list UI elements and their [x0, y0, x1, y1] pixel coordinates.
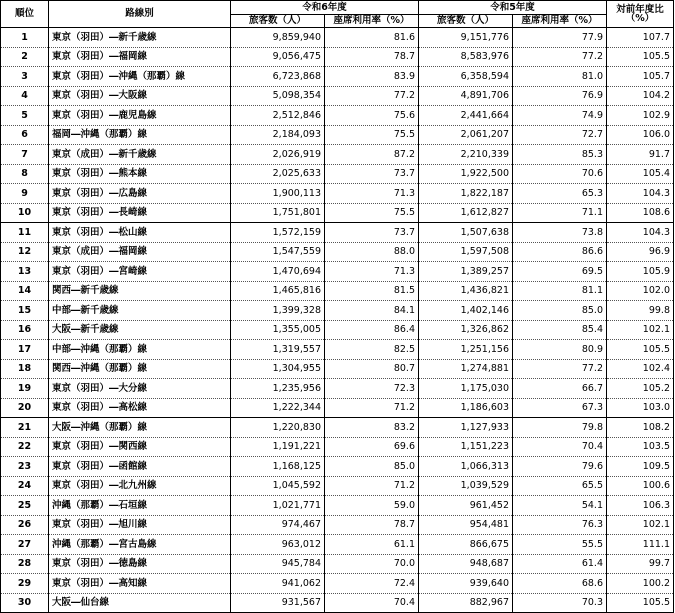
- cell-yoy: 105.5: [607, 47, 674, 67]
- table-header: [1, 1, 674, 28]
- cell-yoy: 102.0: [607, 281, 674, 301]
- cell-rank: 8: [1, 164, 49, 184]
- cell-r5-passengers: 1,507,638: [419, 223, 513, 243]
- cell-route: 東京（羽田）―函館線: [49, 457, 231, 477]
- table-row: [1, 47, 674, 67]
- table-row: [1, 106, 674, 126]
- cell-r5-load-factor: 70.4: [513, 437, 607, 457]
- cell-rank: 26: [1, 515, 49, 535]
- cell-r6-passengers: 1,547,559: [231, 242, 325, 262]
- cell-rank: 5: [1, 106, 49, 126]
- cell-r6-passengers: 1,235,956: [231, 379, 325, 399]
- table-row: [1, 437, 674, 457]
- cell-rank: 19: [1, 379, 49, 399]
- cell-r6-load-factor: 75.5: [325, 125, 419, 145]
- table-row: [1, 535, 674, 555]
- cell-rank: 16: [1, 320, 49, 340]
- cell-r5-passengers: 1,597,508: [419, 242, 513, 262]
- table-row: [1, 320, 674, 340]
- cell-r5-passengers: 1,326,862: [419, 320, 513, 340]
- cell-r6-load-factor: 88.0: [325, 242, 419, 262]
- cell-r6-passengers: 963,012: [231, 535, 325, 555]
- cell-r5-passengers: 4,891,706: [419, 86, 513, 106]
- cell-r5-load-factor: 86.6: [513, 242, 607, 262]
- cell-rank: 14: [1, 281, 49, 301]
- cell-r6-passengers: 1,470,694: [231, 262, 325, 282]
- cell-rank: 3: [1, 67, 49, 87]
- cell-yoy: 108.6: [607, 203, 674, 223]
- cell-yoy: 111.1: [607, 535, 674, 555]
- cell-route: 東京（羽田）―福岡線: [49, 47, 231, 67]
- cell-rank: 12: [1, 242, 49, 262]
- cell-r6-load-factor: 81.5: [325, 281, 419, 301]
- cell-r5-passengers: 1,274,881: [419, 359, 513, 379]
- cell-r5-passengers: 1,922,500: [419, 164, 513, 184]
- cell-yoy: 107.7: [607, 28, 674, 48]
- cell-rank: 13: [1, 262, 49, 282]
- cell-r5-load-factor: 54.1: [513, 496, 607, 516]
- cell-rank: 15: [1, 301, 49, 321]
- cell-r6-load-factor: 73.7: [325, 164, 419, 184]
- cell-r6-load-factor: 73.7: [325, 223, 419, 243]
- table-row: [1, 574, 674, 594]
- cell-r6-passengers: 945,784: [231, 554, 325, 574]
- cell-yoy: 102.4: [607, 359, 674, 379]
- cell-r5-load-factor: 69.5: [513, 262, 607, 282]
- cell-r6-passengers: 2,025,633: [231, 164, 325, 184]
- cell-r5-load-factor: 76.9: [513, 86, 607, 106]
- table-row: [1, 476, 674, 496]
- table-row: [1, 359, 674, 379]
- cell-r5-load-factor: 77.2: [513, 47, 607, 67]
- header-r6: 令和6年度: [231, 1, 419, 15]
- cell-r6-passengers: 6,723,868: [231, 67, 325, 87]
- cell-r5-load-factor: 79.8: [513, 418, 607, 438]
- cell-r5-load-factor: 55.5: [513, 535, 607, 555]
- cell-r6-load-factor: 84.1: [325, 301, 419, 321]
- header-r5-load-factor: 座席利用率（%）: [513, 14, 607, 28]
- cell-r6-passengers: 1,168,125: [231, 457, 325, 477]
- cell-r5-passengers: 1,151,223: [419, 437, 513, 457]
- table-row: [1, 515, 674, 535]
- cell-yoy: 102.1: [607, 515, 674, 535]
- cell-r6-load-factor: 80.7: [325, 359, 419, 379]
- cell-yoy: 105.9: [607, 262, 674, 282]
- cell-r6-passengers: 2,026,919: [231, 145, 325, 165]
- cell-r6-passengers: 1,751,801: [231, 203, 325, 223]
- cell-r6-load-factor: 69.6: [325, 437, 419, 457]
- cell-yoy: 105.4: [607, 164, 674, 184]
- cell-route: 中部―新千歳線: [49, 301, 231, 321]
- table-row: [1, 301, 674, 321]
- cell-r5-load-factor: 80.9: [513, 340, 607, 360]
- cell-yoy: 102.1: [607, 320, 674, 340]
- cell-rank: 23: [1, 457, 49, 477]
- cell-r5-passengers: 954,481: [419, 515, 513, 535]
- cell-r6-load-factor: 71.3: [325, 184, 419, 204]
- cell-yoy: 91.7: [607, 145, 674, 165]
- cell-yoy: 99.8: [607, 301, 674, 321]
- cell-r6-load-factor: 77.2: [325, 86, 419, 106]
- cell-route: 東京（羽田）―徳島線: [49, 554, 231, 574]
- cell-r6-passengers: 931,567: [231, 593, 325, 613]
- table-row: [1, 223, 674, 243]
- cell-r6-load-factor: 59.0: [325, 496, 419, 516]
- cell-r6-passengers: 1,191,221: [231, 437, 325, 457]
- cell-r6-passengers: 1,220,830: [231, 418, 325, 438]
- header-r5: 令和5年度: [419, 1, 607, 15]
- cell-yoy: 103.5: [607, 437, 674, 457]
- cell-r5-passengers: 1,175,030: [419, 379, 513, 399]
- cell-yoy: 104.3: [607, 223, 674, 243]
- cell-r6-passengers: 1,355,005: [231, 320, 325, 340]
- cell-rank: 20: [1, 398, 49, 418]
- cell-r5-passengers: 1,066,313: [419, 457, 513, 477]
- cell-rank: 21: [1, 418, 49, 438]
- cell-r6-load-factor: 72.4: [325, 574, 419, 594]
- cell-yoy: 108.2: [607, 418, 674, 438]
- cell-r6-passengers: 1,319,557: [231, 340, 325, 360]
- cell-r5-passengers: 1,039,529: [419, 476, 513, 496]
- cell-r6-load-factor: 87.2: [325, 145, 419, 165]
- cell-rank: 10: [1, 203, 49, 223]
- cell-r6-passengers: 974,467: [231, 515, 325, 535]
- cell-r6-load-factor: 83.2: [325, 418, 419, 438]
- header-yoy: [607, 1, 674, 28]
- cell-r5-load-factor: 65.3: [513, 184, 607, 204]
- cell-r5-load-factor: 72.7: [513, 125, 607, 145]
- cell-r5-passengers: 1,436,821: [419, 281, 513, 301]
- cell-r6-passengers: 9,056,475: [231, 47, 325, 67]
- cell-r5-passengers: 2,441,664: [419, 106, 513, 126]
- cell-r6-load-factor: 83.9: [325, 67, 419, 87]
- cell-r5-passengers: 9,151,776: [419, 28, 513, 48]
- cell-rank: 25: [1, 496, 49, 516]
- cell-yoy: 105.7: [607, 67, 674, 87]
- table-row: [1, 145, 674, 165]
- header-rank: 順位: [1, 1, 49, 28]
- cell-route: 沖縄（那覇）―石垣線: [49, 496, 231, 516]
- cell-r5-load-factor: 81.0: [513, 67, 607, 87]
- cell-yoy: 100.6: [607, 476, 674, 496]
- cell-r6-passengers: 1,465,816: [231, 281, 325, 301]
- cell-r5-load-factor: 61.4: [513, 554, 607, 574]
- cell-rank: 24: [1, 476, 49, 496]
- cell-r5-load-factor: 70.3: [513, 593, 607, 613]
- cell-r6-passengers: 2,184,093: [231, 125, 325, 145]
- table-row: [1, 496, 674, 516]
- cell-r6-passengers: 1,572,159: [231, 223, 325, 243]
- cell-r5-passengers: 882,967: [419, 593, 513, 613]
- cell-rank: 27: [1, 535, 49, 555]
- cell-r5-passengers: 6,358,594: [419, 67, 513, 87]
- cell-rank: 29: [1, 574, 49, 594]
- cell-route: 東京（羽田）―沖縄（那覇）線: [49, 67, 231, 87]
- cell-r5-passengers: 1,402,146: [419, 301, 513, 321]
- cell-r5-load-factor: 77.9: [513, 28, 607, 48]
- table-row: [1, 184, 674, 204]
- cell-yoy: 105.5: [607, 593, 674, 613]
- table-row: [1, 67, 674, 87]
- cell-r5-load-factor: 81.1: [513, 281, 607, 301]
- cell-r5-load-factor: 67.3: [513, 398, 607, 418]
- cell-yoy: 102.9: [607, 106, 674, 126]
- cell-route: 中部―沖縄（那覇）線: [49, 340, 231, 360]
- cell-route: 大阪―沖縄（那覇）線: [49, 418, 231, 438]
- cell-rank: 22: [1, 437, 49, 457]
- cell-r5-passengers: 1,186,603: [419, 398, 513, 418]
- cell-r5-load-factor: 79.6: [513, 457, 607, 477]
- cell-yoy: 103.0: [607, 398, 674, 418]
- cell-rank: 30: [1, 593, 49, 613]
- table-row: [1, 125, 674, 145]
- cell-route: 沖縄（那覇）―宮古島線: [49, 535, 231, 555]
- cell-r6-load-factor: 78.7: [325, 515, 419, 535]
- cell-route: 東京（羽田）―旭川線: [49, 515, 231, 535]
- cell-route: 東京（羽田）―高知線: [49, 574, 231, 594]
- cell-route: 東京（羽田）―宮崎線: [49, 262, 231, 282]
- cell-r6-load-factor: 75.5: [325, 203, 419, 223]
- cell-r6-passengers: 1,021,771: [231, 496, 325, 516]
- cell-r5-load-factor: 76.3: [513, 515, 607, 535]
- cell-r6-passengers: 5,098,354: [231, 86, 325, 106]
- cell-yoy: 109.5: [607, 457, 674, 477]
- cell-r6-load-factor: 70.0: [325, 554, 419, 574]
- cell-rank: 1: [1, 28, 49, 48]
- cell-r6-passengers: 1,399,328: [231, 301, 325, 321]
- cell-route: 関西―沖縄（那覇）線: [49, 359, 231, 379]
- cell-r5-load-factor: 85.4: [513, 320, 607, 340]
- cell-r6-load-factor: 71.2: [325, 398, 419, 418]
- cell-r5-load-factor: 70.6: [513, 164, 607, 184]
- header-yoy-line2: （%）: [625, 13, 655, 24]
- table-row: [1, 164, 674, 184]
- table-row: [1, 457, 674, 477]
- cell-yoy: 104.3: [607, 184, 674, 204]
- cell-yoy: 106.3: [607, 496, 674, 516]
- cell-route: 東京（羽田）―熊本線: [49, 164, 231, 184]
- cell-r5-passengers: 2,210,339: [419, 145, 513, 165]
- cell-route: 福岡―沖縄（那覇）線: [49, 125, 231, 145]
- header-yoy-line1: 対前年度比: [616, 3, 664, 15]
- cell-r5-passengers: 1,127,933: [419, 418, 513, 438]
- cell-r5-passengers: 2,061,207: [419, 125, 513, 145]
- header-r5-passengers: 旅客数（人）: [419, 14, 513, 28]
- cell-rank: 4: [1, 86, 49, 106]
- table-row: [1, 340, 674, 360]
- cell-route: 東京（羽田）―鹿児島線: [49, 106, 231, 126]
- cell-r6-load-factor: 85.0: [325, 457, 419, 477]
- cell-yoy: 96.9: [607, 242, 674, 262]
- table-row: [1, 418, 674, 438]
- cell-r5-passengers: 961,452: [419, 496, 513, 516]
- table-row: [1, 398, 674, 418]
- cell-r6-passengers: 941,062: [231, 574, 325, 594]
- table-row: [1, 86, 674, 106]
- cell-r6-load-factor: 71.3: [325, 262, 419, 282]
- cell-route: 東京（羽田）―新千歳線: [49, 28, 231, 48]
- cell-r6-load-factor: 72.3: [325, 379, 419, 399]
- cell-rank: 17: [1, 340, 49, 360]
- cell-r6-load-factor: 81.6: [325, 28, 419, 48]
- cell-r5-passengers: 866,675: [419, 535, 513, 555]
- cell-r6-load-factor: 70.4: [325, 593, 419, 613]
- cell-r5-load-factor: 73.8: [513, 223, 607, 243]
- cell-yoy: 105.5: [607, 340, 674, 360]
- cell-r5-load-factor: 65.5: [513, 476, 607, 496]
- cell-route: 東京（羽田）―広島線: [49, 184, 231, 204]
- cell-rank: 28: [1, 554, 49, 574]
- cell-r5-passengers: 939,640: [419, 574, 513, 594]
- table-row: [1, 593, 674, 613]
- cell-route: 東京（羽田）―大分線: [49, 379, 231, 399]
- table-row: [1, 262, 674, 282]
- cell-rank: 2: [1, 47, 49, 67]
- cell-r6-passengers: 1,045,592: [231, 476, 325, 496]
- cell-r5-passengers: 8,583,976: [419, 47, 513, 67]
- cell-rank: 18: [1, 359, 49, 379]
- cell-r6-load-factor: 71.2: [325, 476, 419, 496]
- header-route: 路線別: [49, 1, 231, 28]
- header-r6-passengers: 旅客数（人）: [231, 14, 325, 28]
- table-row: [1, 379, 674, 399]
- cell-route: 大阪―仙台線: [49, 593, 231, 613]
- cell-r6-load-factor: 61.1: [325, 535, 419, 555]
- cell-r6-passengers: 9,859,940: [231, 28, 325, 48]
- cell-rank: 6: [1, 125, 49, 145]
- cell-yoy: 100.2: [607, 574, 674, 594]
- table-row: [1, 203, 674, 223]
- cell-route: 東京（羽田）―北九州線: [49, 476, 231, 496]
- table-row: [1, 242, 674, 262]
- cell-rank: 11: [1, 223, 49, 243]
- cell-r6-passengers: 1,222,344: [231, 398, 325, 418]
- cell-r5-load-factor: 68.6: [513, 574, 607, 594]
- cell-r5-load-factor: 85.3: [513, 145, 607, 165]
- cell-route: 大阪―新千歳線: [49, 320, 231, 340]
- cell-route: 東京（羽田）―長崎線: [49, 203, 231, 223]
- cell-r6-load-factor: 86.4: [325, 320, 419, 340]
- cell-route: 東京（成田）―福岡線: [49, 242, 231, 262]
- cell-r6-load-factor: 78.7: [325, 47, 419, 67]
- cell-yoy: 104.2: [607, 86, 674, 106]
- cell-r5-load-factor: 66.7: [513, 379, 607, 399]
- cell-yoy: 106.0: [607, 125, 674, 145]
- cell-r5-load-factor: 71.1: [513, 203, 607, 223]
- cell-r5-load-factor: 85.0: [513, 301, 607, 321]
- cell-route: 東京（成田）―新千歳線: [49, 145, 231, 165]
- cell-route: 関西―新千歳線: [49, 281, 231, 301]
- cell-r5-passengers: 1,251,156: [419, 340, 513, 360]
- cell-route: 東京（羽田）―関西線: [49, 437, 231, 457]
- cell-route: 東京（羽田）―大阪線: [49, 86, 231, 106]
- cell-r5-passengers: 948,687: [419, 554, 513, 574]
- cell-r6-passengers: 1,304,955: [231, 359, 325, 379]
- cell-r5-load-factor: 74.9: [513, 106, 607, 126]
- cell-yoy: 99.7: [607, 554, 674, 574]
- cell-r6-load-factor: 82.5: [325, 340, 419, 360]
- cell-route: 東京（羽田）―松山線: [49, 223, 231, 243]
- cell-r6-load-factor: 75.6: [325, 106, 419, 126]
- table-row: [1, 28, 674, 48]
- cell-rank: 7: [1, 145, 49, 165]
- table-body: [1, 28, 674, 613]
- cell-yoy: 105.2: [607, 379, 674, 399]
- cell-rank: 9: [1, 184, 49, 204]
- cell-r5-load-factor: 77.2: [513, 359, 607, 379]
- cell-r6-passengers: 2,512,846: [231, 106, 325, 126]
- cell-r5-passengers: 1,822,187: [419, 184, 513, 204]
- cell-r6-passengers: 1,900,113: [231, 184, 325, 204]
- header-r6-load-factor: 座席利用率（%）: [325, 14, 419, 28]
- table-row: [1, 554, 674, 574]
- table-row: [1, 281, 674, 301]
- cell-r5-passengers: 1,612,827: [419, 203, 513, 223]
- cell-r5-passengers: 1,389,257: [419, 262, 513, 282]
- cell-route: 東京（羽田）―高松線: [49, 398, 231, 418]
